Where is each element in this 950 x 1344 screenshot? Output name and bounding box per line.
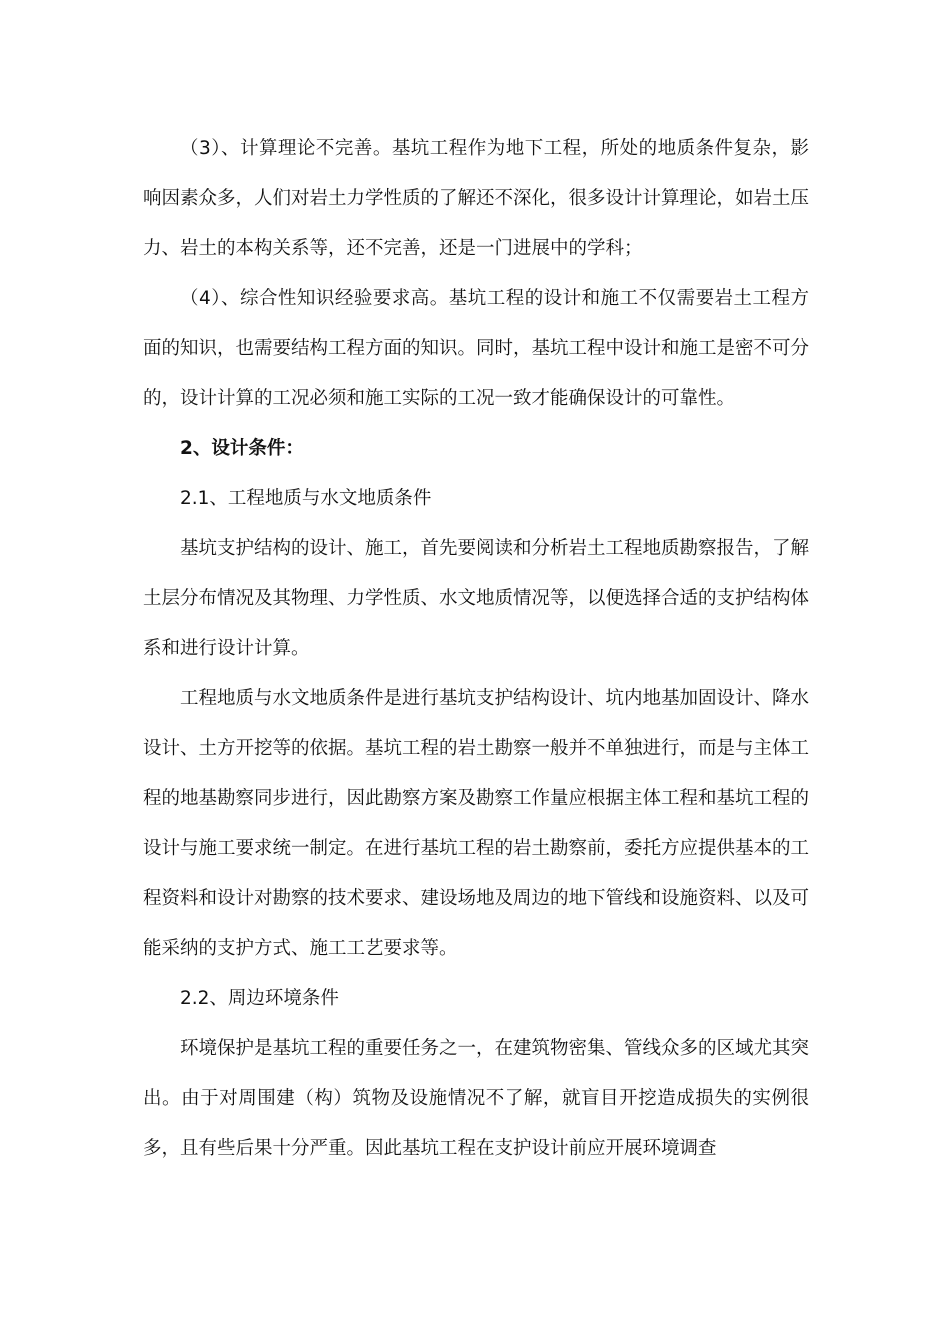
paragraph-item-3: （3）、计算理论不完善。基坑工程作为地下工程，所处的地质条件复杂，影响因素众多，人们对岩土力学性质的了解还不深化，很多设计计算理论，如岩土压力、岩土的本构关系等，还不完善，还是一门进展中的学科； [143,138,810,259]
paragraph-item-4: （4）、综合性知识经验要求高。基坑工程的设计和施工不仅需要岩土工程方面的知识，也需要结构工程方面的知识。同时，基坑工程中设计和施工是密不可分的，设计计算的工况必须和施工实际的工况一致才能确保设计的可靠性。 [143,288,810,409]
paragraph-environment: 环境保护是基坑工程的重要任务之一，在建筑物密集、管线众多的区域尤其突出。由于对周围建（构）筑物及设施情况不了解，就盲目开挖造成损失的实例很多，且有些后果十分严重。因此基坑工程在支护设计前应开展环境调查 [143,1038,810,1159]
subsection-heading-environment: 2.2、周边环境条件 [180,988,339,1009]
section-heading-design-conditions: 2、设计条件： [180,438,304,459]
document-body [143,124,809,1174]
paragraph-geology-basis: 工程地质与水文地质条件是进行基坑支护结构设计、坑内地基加固设计、降水设计、土方开挖等的依据。基坑工程的岩土勘察一般并不单独进行，而是与主体工程的地基勘察同步进行，因此勘察方案及勘察工作量应根据主体工程和基坑工程的设计与施工要求统一制定。在进行基坑工程的岩土勘察前，委托方应提供基本的工程资料和设计对勘察的技术要求、建设场地及周边的地下管线和设施资料、以及可能采纳的支护方式、施工工艺要求等。 [143,688,810,959]
paragraph-geology-report: 基坑支护结构的设计、施工，首先要阅读和分析岩土工程地质勘察报告，了解土层分布情况及其物理、力学性质、水文地质情况等，以便选择合适的支护结构体系和进行设计计算。 [143,538,810,659]
subsection-heading-geology: 2.1、工程地质与水文地质条件 [180,488,432,509]
